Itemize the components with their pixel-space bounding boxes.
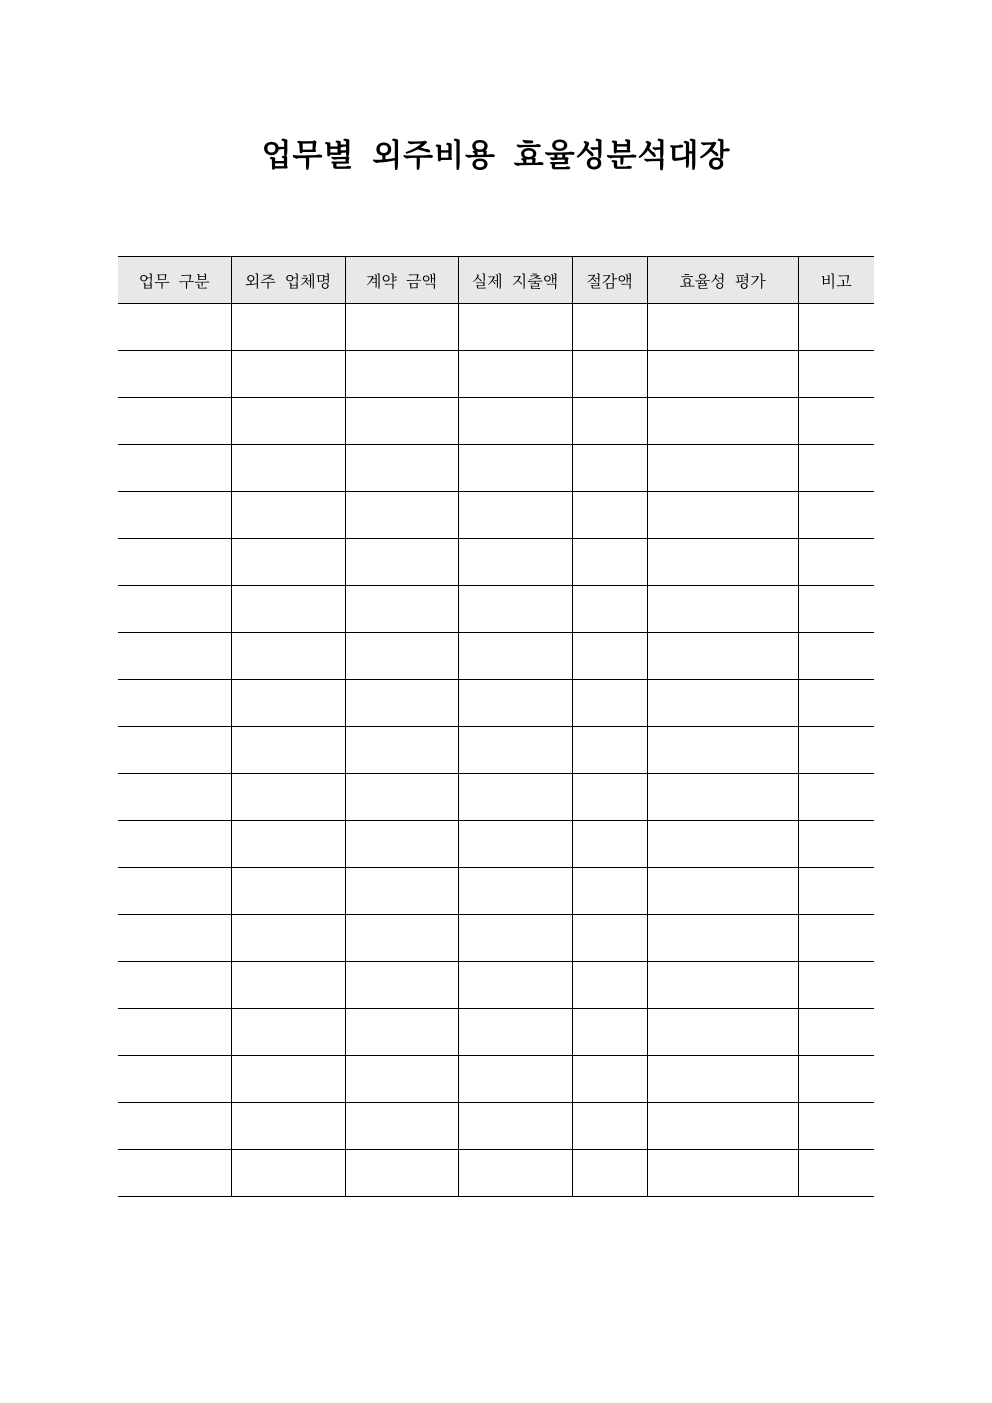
savings-cell[interactable] [572, 539, 647, 586]
efficiency-rating-cell[interactable] [647, 821, 798, 868]
contract-amount-cell[interactable] [345, 868, 458, 915]
table-row [118, 398, 874, 445]
contract-amount-cell[interactable] [345, 915, 458, 962]
vendor-name-cell[interactable] [231, 774, 345, 821]
task-category-cell[interactable] [118, 304, 231, 351]
remarks-cell[interactable] [798, 680, 874, 727]
remarks-cell[interactable] [798, 586, 874, 633]
efficiency-rating-cell[interactable] [647, 351, 798, 398]
efficiency-rating-cell[interactable] [647, 633, 798, 680]
efficiency-rating-cell[interactable] [647, 398, 798, 445]
vendor-name-cell[interactable] [231, 586, 345, 633]
outsourcing-efficiency-table [118, 256, 874, 1197]
actual-expense-cell[interactable] [458, 1056, 572, 1103]
task-category-cell[interactable] [118, 492, 231, 539]
vendor-name-cell[interactable] [231, 1009, 345, 1056]
vendor-name-cell[interactable] [231, 633, 345, 680]
remarks-cell[interactable] [798, 821, 874, 868]
contract-amount-cell[interactable] [345, 586, 458, 633]
column-header-remarks: 비고 [798, 257, 874, 304]
table-row [118, 680, 874, 727]
task-category-cell[interactable] [118, 680, 231, 727]
efficiency-rating-cell[interactable] [647, 727, 798, 774]
table-row [118, 774, 874, 821]
column-header-contract-amount: 계약 금액 [345, 257, 458, 304]
savings-cell[interactable] [572, 1056, 647, 1103]
vendor-name-cell[interactable] [231, 962, 345, 1009]
savings-cell[interactable] [572, 633, 647, 680]
contract-amount-cell[interactable] [345, 1103, 458, 1150]
savings-cell[interactable] [572, 492, 647, 539]
table-row [118, 727, 874, 774]
savings-cell[interactable] [572, 915, 647, 962]
remarks-cell[interactable] [798, 351, 874, 398]
actual-expense-cell[interactable] [458, 727, 572, 774]
task-category-cell[interactable] [118, 727, 231, 774]
actual-expense-cell[interactable] [458, 962, 572, 1009]
efficiency-rating-cell[interactable] [647, 304, 798, 351]
task-category-cell[interactable] [118, 1103, 231, 1150]
task-category-cell[interactable] [118, 821, 231, 868]
contract-amount-cell[interactable] [345, 304, 458, 351]
actual-expense-cell[interactable] [458, 304, 572, 351]
vendor-name-cell[interactable] [231, 398, 345, 445]
vendor-name-cell[interactable] [231, 1056, 345, 1103]
savings-cell[interactable] [572, 1150, 647, 1197]
task-category-cell[interactable] [118, 633, 231, 680]
efficiency-rating-cell[interactable] [647, 492, 798, 539]
contract-amount-cell[interactable] [345, 962, 458, 1009]
actual-expense-cell[interactable] [458, 492, 572, 539]
contract-amount-cell[interactable] [345, 492, 458, 539]
remarks-cell[interactable] [798, 1056, 874, 1103]
task-category-cell[interactable] [118, 398, 231, 445]
contract-amount-cell[interactable] [345, 351, 458, 398]
task-category-cell[interactable] [118, 915, 231, 962]
table-row [118, 1150, 874, 1197]
task-category-cell[interactable] [118, 868, 231, 915]
column-header-actual-expense: 실제 지출액 [458, 257, 572, 304]
contract-amount-cell[interactable] [345, 1009, 458, 1056]
remarks-cell[interactable] [798, 1150, 874, 1197]
vendor-name-cell[interactable] [231, 1150, 345, 1197]
actual-expense-cell[interactable] [458, 398, 572, 445]
table-row [118, 304, 874, 351]
column-header-savings: 절감액 [572, 257, 647, 304]
actual-expense-cell[interactable] [458, 539, 572, 586]
task-category-cell[interactable] [118, 1150, 231, 1197]
actual-expense-cell[interactable] [458, 1009, 572, 1056]
contract-amount-cell[interactable] [345, 1150, 458, 1197]
remarks-cell[interactable] [798, 492, 874, 539]
column-header-task-category: 업무 구분 [118, 257, 231, 304]
remarks-cell[interactable] [798, 868, 874, 915]
table-row [118, 351, 874, 398]
savings-cell[interactable] [572, 727, 647, 774]
efficiency-rating-cell[interactable] [647, 680, 798, 727]
task-category-cell[interactable] [118, 351, 231, 398]
task-category-cell[interactable] [118, 1009, 231, 1056]
contract-amount-cell[interactable] [345, 445, 458, 492]
vendor-name-cell[interactable] [231, 351, 345, 398]
vendor-name-cell[interactable] [231, 539, 345, 586]
efficiency-rating-cell[interactable] [647, 1056, 798, 1103]
vendor-name-cell[interactable] [231, 492, 345, 539]
table-row [118, 633, 874, 680]
efficiency-rating-cell[interactable] [647, 445, 798, 492]
vendor-name-cell[interactable] [231, 445, 345, 492]
actual-expense-cell[interactable] [458, 1150, 572, 1197]
contract-amount-cell[interactable] [345, 727, 458, 774]
actual-expense-cell[interactable] [458, 1103, 572, 1150]
remarks-cell[interactable] [798, 1103, 874, 1150]
savings-cell[interactable] [572, 1009, 647, 1056]
table-row [118, 445, 874, 492]
table-row [118, 586, 874, 633]
efficiency-rating-cell[interactable] [647, 586, 798, 633]
actual-expense-cell[interactable] [458, 821, 572, 868]
task-category-cell[interactable] [118, 586, 231, 633]
remarks-cell[interactable] [798, 445, 874, 492]
savings-cell[interactable] [572, 680, 647, 727]
task-category-cell[interactable] [118, 774, 231, 821]
table-row [118, 1009, 874, 1056]
remarks-cell[interactable] [798, 398, 874, 445]
contract-amount-cell[interactable] [345, 821, 458, 868]
efficiency-rating-cell[interactable] [647, 1009, 798, 1056]
vendor-name-cell[interactable] [231, 915, 345, 962]
savings-cell[interactable] [572, 445, 647, 492]
efficiency-rating-cell[interactable] [647, 1103, 798, 1150]
contract-amount-cell[interactable] [345, 539, 458, 586]
vendor-name-cell[interactable] [231, 868, 345, 915]
savings-cell[interactable] [572, 821, 647, 868]
actual-expense-cell[interactable] [458, 633, 572, 680]
efficiency-rating-cell[interactable] [647, 774, 798, 821]
vendor-name-cell[interactable] [231, 304, 345, 351]
vendor-name-cell[interactable] [231, 680, 345, 727]
actual-expense-cell[interactable] [458, 351, 572, 398]
efficiency-rating-cell[interactable] [647, 1150, 798, 1197]
contract-amount-cell[interactable] [345, 1056, 458, 1103]
actual-expense-cell[interactable] [458, 868, 572, 915]
efficiency-rating-cell[interactable] [647, 539, 798, 586]
remarks-cell[interactable] [798, 915, 874, 962]
remarks-cell[interactable] [798, 633, 874, 680]
header-row [118, 257, 874, 304]
savings-cell[interactable] [572, 774, 647, 821]
vendor-name-cell[interactable] [231, 821, 345, 868]
savings-cell[interactable] [572, 586, 647, 633]
table-row [118, 492, 874, 539]
remarks-cell[interactable] [798, 727, 874, 774]
task-category-cell[interactable] [118, 1056, 231, 1103]
vendor-name-cell[interactable] [231, 1103, 345, 1150]
remarks-cell[interactable] [798, 304, 874, 351]
remarks-cell[interactable] [798, 962, 874, 1009]
table-row [118, 915, 874, 962]
savings-cell[interactable] [572, 962, 647, 1009]
table-row [118, 962, 874, 1009]
remarks-cell[interactable] [798, 1009, 874, 1056]
table-row [118, 1103, 874, 1150]
actual-expense-cell[interactable] [458, 915, 572, 962]
savings-cell[interactable] [572, 351, 647, 398]
actual-expense-cell[interactable] [458, 586, 572, 633]
contract-amount-cell[interactable] [345, 398, 458, 445]
table-body [118, 304, 874, 1197]
vendor-name-cell[interactable] [231, 727, 345, 774]
contract-amount-cell[interactable] [345, 633, 458, 680]
task-category-cell[interactable] [118, 445, 231, 492]
contract-amount-cell[interactable] [345, 680, 458, 727]
actual-expense-cell[interactable] [458, 680, 572, 727]
remarks-cell[interactable] [798, 774, 874, 821]
efficiency-rating-cell[interactable] [647, 962, 798, 1009]
table-row [118, 1056, 874, 1103]
remarks-cell[interactable] [798, 539, 874, 586]
efficiency-rating-cell[interactable] [647, 915, 798, 962]
actual-expense-cell[interactable] [458, 774, 572, 821]
actual-expense-cell[interactable] [458, 445, 572, 492]
savings-cell[interactable] [572, 304, 647, 351]
page-title: 업무별 외주비용 효율성분석대장 [261, 138, 731, 174]
savings-cell[interactable] [572, 868, 647, 915]
contract-amount-cell[interactable] [345, 774, 458, 821]
column-header-efficiency-rating: 효율성 평가 [647, 257, 798, 304]
task-category-cell[interactable] [118, 539, 231, 586]
table-row [118, 868, 874, 915]
task-category-cell[interactable] [118, 962, 231, 1009]
savings-cell[interactable] [572, 398, 647, 445]
table-row [118, 821, 874, 868]
table-row [118, 539, 874, 586]
column-header-vendor-name: 외주 업체명 [231, 257, 345, 304]
efficiency-rating-cell[interactable] [647, 868, 798, 915]
savings-cell[interactable] [572, 1103, 647, 1150]
